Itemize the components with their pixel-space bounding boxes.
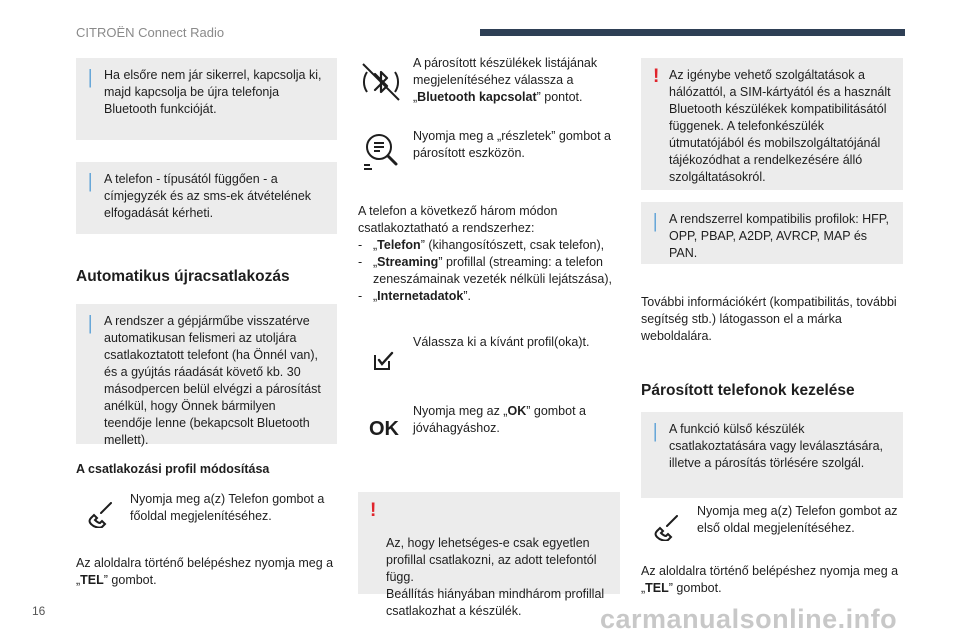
info-note-text: Ha elsőre nem jár sikerrel, kapcsolja ki, majd kapcsolja be újra telefonja Bluetooth funkcióját.: [104, 68, 322, 116]
subheading-profile: A csatlakozási profil módosítása: [76, 462, 270, 476]
info-icon: |: [88, 170, 93, 192]
more-info-paragraph: További információkért (kompatibilitás, további segítség stb.) látogasson el a márka weboldalára.: [641, 295, 897, 343]
warning-note-services: [641, 58, 903, 190]
info-icon: |: [88, 312, 93, 334]
ok-label: OK: [507, 404, 527, 418]
tel-paragraph: Az aloldalra történő belépéshez nyomja meg a „TEL” gombot.: [76, 556, 334, 587]
phone-icon: [653, 515, 681, 541]
header-title: CITROËN Connect Radio: [76, 25, 225, 40]
warning-note-profile: [358, 492, 620, 618]
step-details-text: Nyomja meg a „részletek” gombot a párosított eszközön.: [413, 129, 611, 160]
info-note-function: [641, 412, 903, 498]
warning-note-text: Az igénybe vehető szolgáltatások a hálózattól, a SIM-kártyától és a használt Bluetooth készülékek kompatibilitásától függenek. A telefonkészülék útmutatójából és mobilszolgáltatójánál tájékozódhat a rendelkezésére álló szolgáltatásokról.: [669, 68, 891, 184]
connection-intro: [358, 203, 623, 305]
step-ok-text: Nyomja meg az „OK” gombot a jóváhagyáshoz.: [413, 404, 586, 435]
info-note-text: A rendszerrel kompatibilis profilok: HFP, OPP, PBAP, A2DP, AVRCP, MAP és PAN.: [669, 212, 889, 260]
header-bar: [480, 29, 905, 36]
list-item: - „Streaming” profillal (streaming: a telefon zeneszámainak vezeték nélküli lejátszása),: [358, 254, 623, 288]
list-item: - „Internetadatok”.: [358, 288, 623, 305]
step-phone-text: Nyomja meg a(z) Telefon gombot az első oldal megjelenítéséhez.: [697, 504, 898, 535]
warning-icon: !: [653, 66, 660, 87]
info-note-accept: [76, 162, 337, 234]
bluetooth-connection-label: Bluetooth kapcsolat: [417, 90, 537, 104]
info-note-text: A rendszer a gépjárműbe visszatérve automatikusan felismeri az utoljára csatlakoztatott telefont (ha Önnél van), és a gyújtás ráadását követő kb. 30 másodpercen belül elvégzi a párosítást anélkül, hogy Önnek bármilyen teendője lenne (bekapcsolt Bluetooth mellett).: [104, 314, 321, 447]
info-note-retry: [76, 58, 337, 140]
info-icon: |: [653, 420, 658, 442]
section-heading-paired-phones: Párosított telefonok kezelése: [641, 382, 855, 399]
info-note-text: A funkció külső készülék csatlakoztatására vagy leválasztására, illetve a párosítás törlésére szolgál.: [669, 422, 883, 470]
page-number: 16: [32, 604, 46, 618]
intro-text: A telefon a következő három módon csatlakoztatható a rendszerhez:: [358, 204, 558, 235]
section-heading-auto-reconnect: Automatikus újracsatlakozás: [76, 268, 290, 285]
details-icon: [362, 131, 402, 171]
bluetooth-icon: [359, 60, 403, 104]
step-select-profile-text: Válassza ki a kívánt profil(oka)t.: [413, 335, 590, 349]
list-item: - „Telefon” (kihangosítószett, csak telefon),: [358, 237, 623, 254]
tel-label: TEL: [645, 581, 669, 595]
info-note-auto-reconnect: [76, 304, 337, 447]
step-bluetooth-text: A párosított készülékek listájának megjelenítéséhez válassza a „Bluetooth kapcsolat” pontot.: [413, 56, 598, 104]
step-phone-text: Nyomja meg a(z) Telefon gombot a főoldal megjelenítéséhez.: [130, 492, 325, 523]
info-note-profiles: [641, 202, 903, 264]
phone-icon: [87, 502, 115, 528]
checkbox-icon: [372, 350, 394, 372]
info-icon: |: [653, 210, 658, 232]
ok-icon: OK: [369, 418, 399, 440]
connection-modes-list: [358, 237, 623, 305]
warning-icon: !: [370, 500, 377, 521]
warning-note-text: Az, hogy lehetséges-e csak egyetlen profillal csatlakozni, az adott telefontól függ. Beállítás hiányában mindhárom profillal csatlakozhat a készülék.: [386, 536, 605, 618]
tel-paragraph: Az aloldalra történő belépéshez nyomja meg a „TEL” gombot.: [641, 564, 899, 595]
info-icon: |: [88, 66, 93, 88]
watermark: carmanualsonline.info: [600, 604, 898, 634]
tel-label: TEL: [80, 573, 104, 587]
info-note-text: A telefon - típusától függően - a címjegyzék és az sms-ek átvételének elfogadását kérheti.: [104, 172, 312, 220]
